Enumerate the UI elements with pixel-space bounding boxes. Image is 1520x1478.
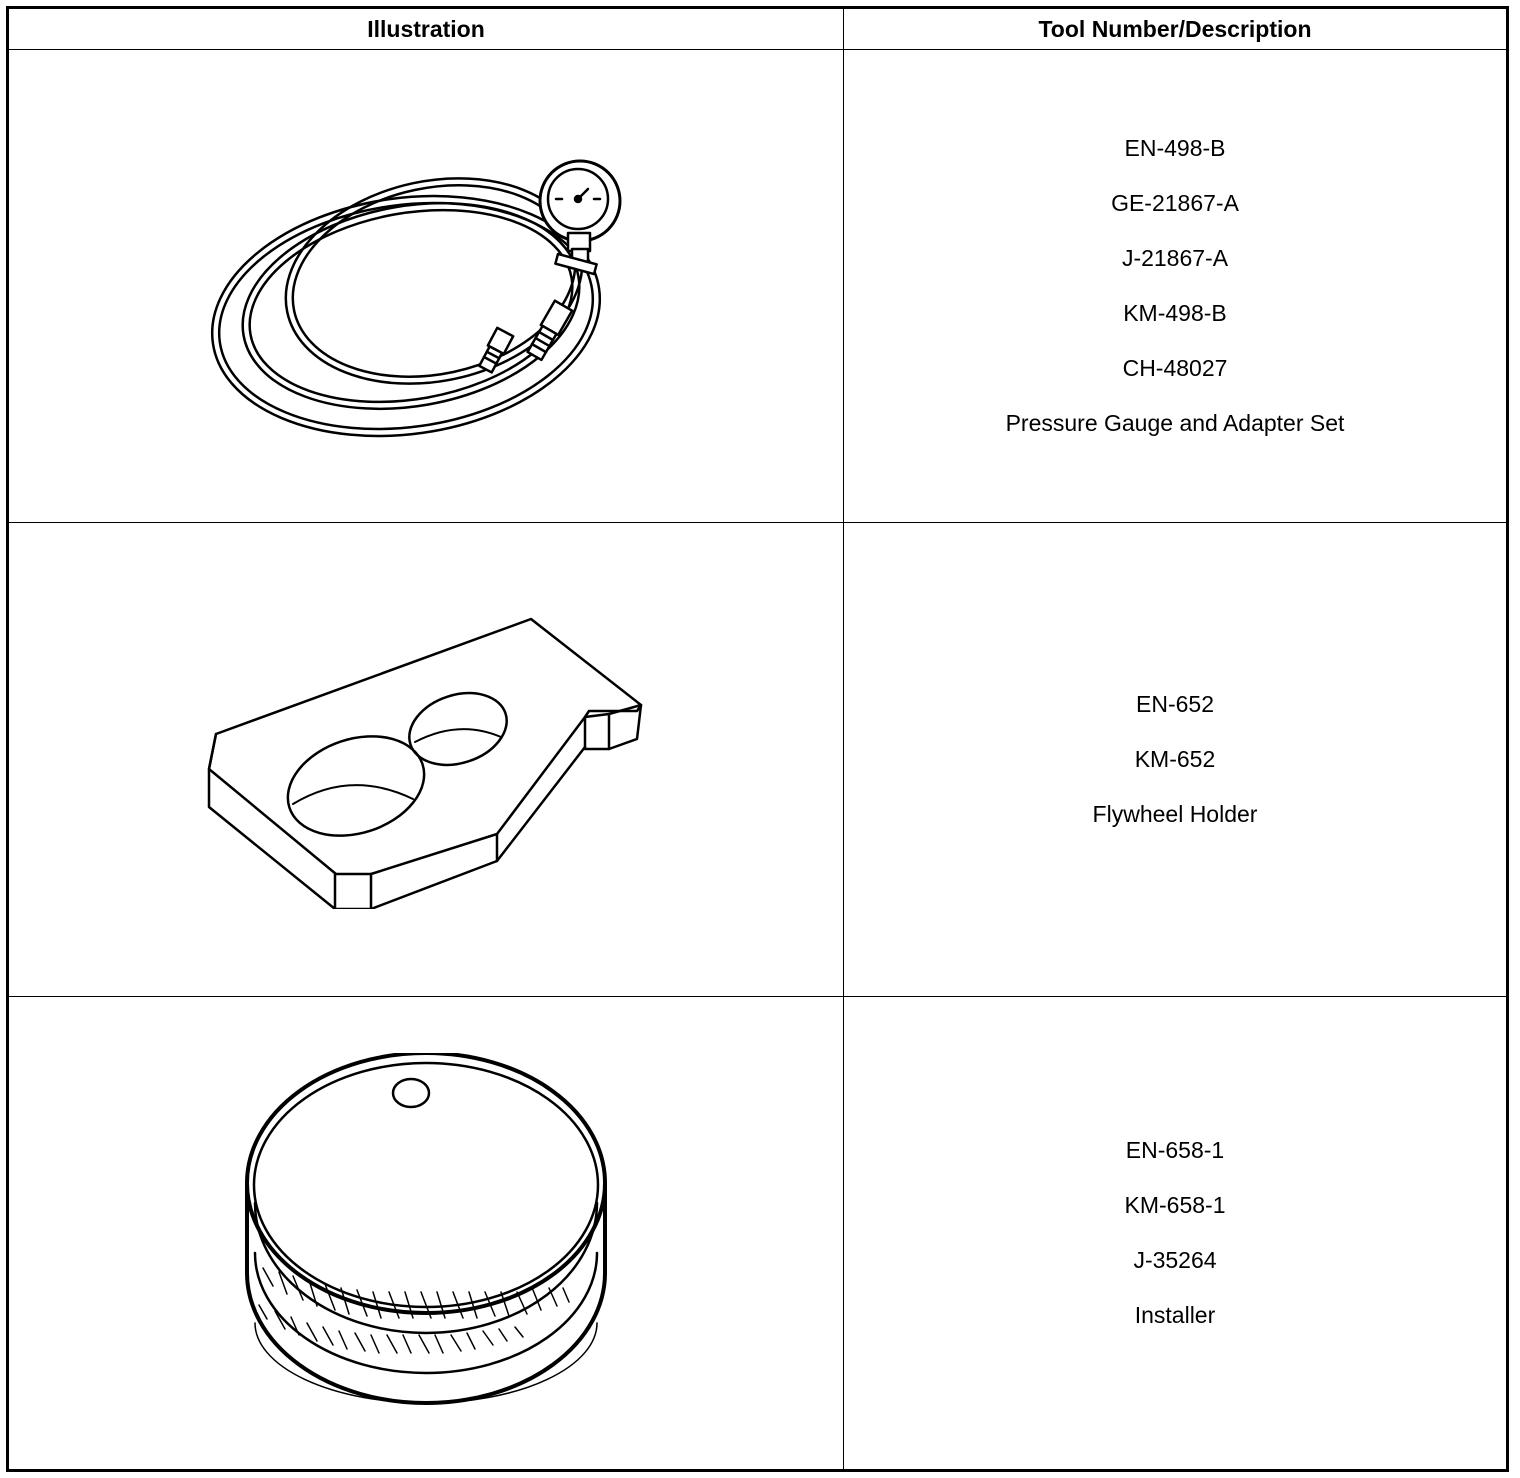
- header-illustration: Illustration: [8, 8, 844, 50]
- tool-number: GE-21867-A: [1111, 190, 1239, 217]
- installer-disc-icon: [241, 1053, 611, 1413]
- table-row: [8, 996, 1508, 1470]
- description-cell: [844, 50, 1508, 523]
- tool-number-list: [844, 121, 1506, 451]
- tool-number: KM-652: [1134, 745, 1216, 772]
- description-cell: [844, 523, 1508, 996]
- tool-description: Installer: [1134, 1301, 1216, 1328]
- illustration-cell: [8, 996, 844, 1470]
- tool-number-list: [844, 1123, 1506, 1343]
- flywheel-holder-icon: [201, 609, 651, 909]
- table-row: [8, 50, 1508, 523]
- tool-number: J-35264: [1133, 1246, 1217, 1273]
- tool-description: Flywheel Holder: [1092, 800, 1258, 827]
- special-tools-table: [6, 6, 1509, 1472]
- tool-description: Pressure Gauge and Adapter Set: [1005, 410, 1345, 437]
- header-row: [8, 8, 1508, 50]
- illustration-cell: [8, 50, 844, 523]
- pressure-gauge-hose-icon: [206, 131, 646, 441]
- table-row: [8, 523, 1508, 996]
- tool-number: EN-658-1: [1125, 1136, 1225, 1163]
- tool-number: KM-498-B: [1123, 300, 1227, 327]
- tool-number-list: [844, 677, 1506, 842]
- description-cell: [844, 996, 1508, 1470]
- tool-number: KM-658-1: [1124, 1191, 1226, 1218]
- tool-number: CH-48027: [1122, 355, 1228, 382]
- header-tool-description: Tool Number/Description: [844, 8, 1508, 50]
- tool-number: EN-652: [1136, 690, 1214, 717]
- tool-number: J-21867-A: [1121, 245, 1229, 272]
- tool-number: EN-498-B: [1124, 135, 1226, 162]
- illustration-cell: [8, 523, 844, 996]
